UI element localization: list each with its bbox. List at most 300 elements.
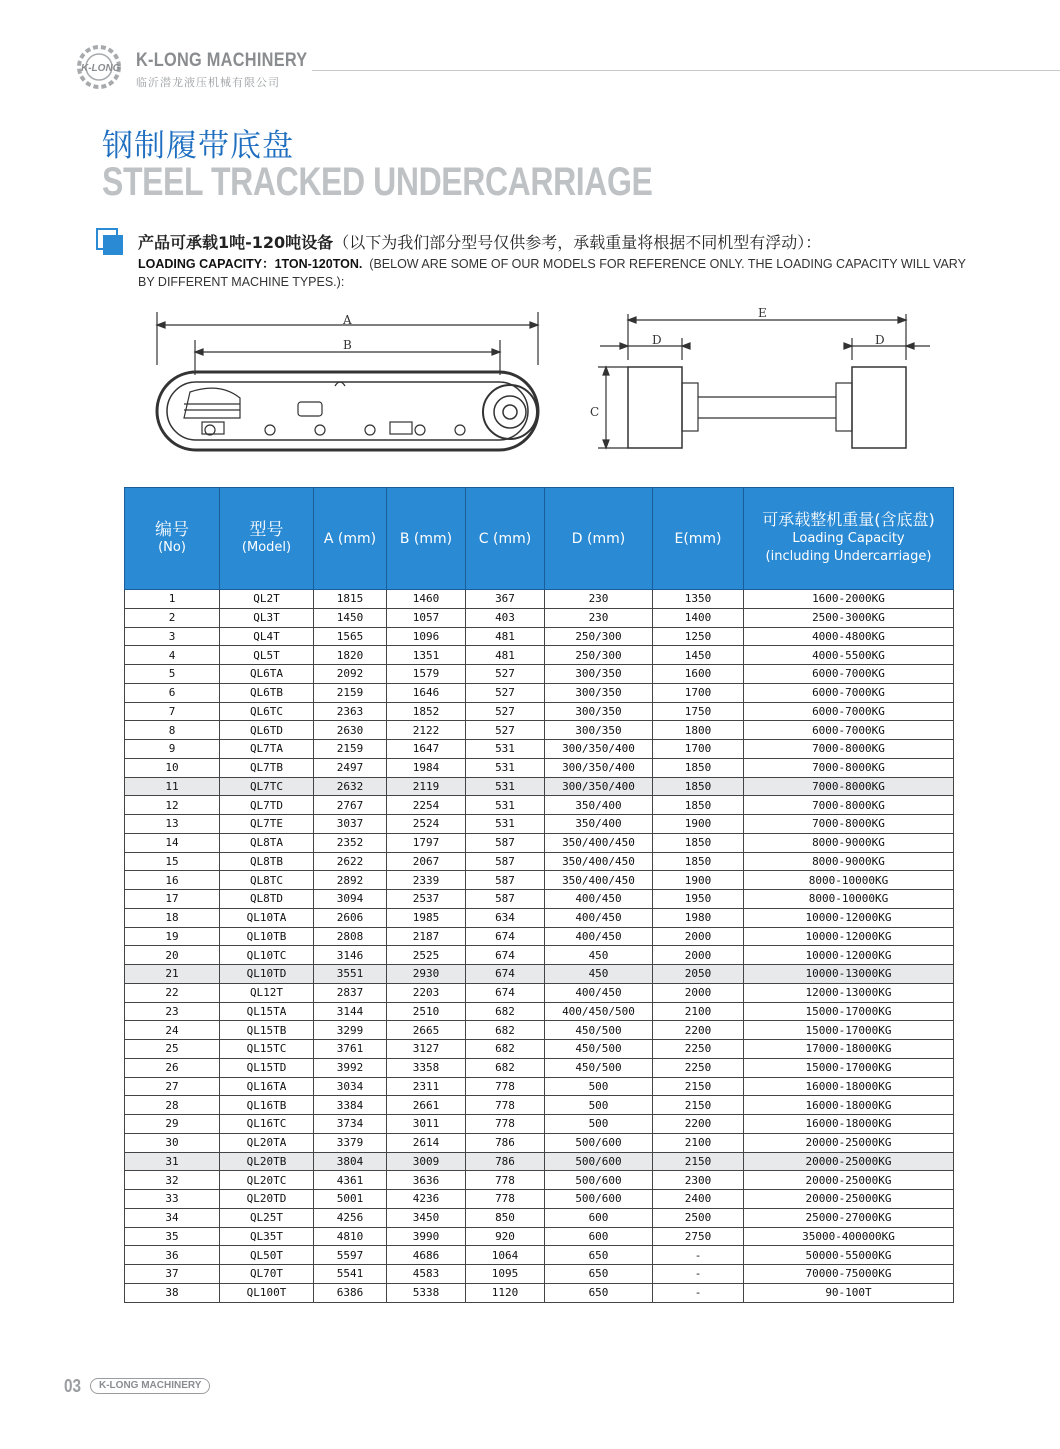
table-row [125, 1133, 954, 1152]
table-cell: 1565 [314, 627, 387, 646]
table-cell: QL7TA [220, 740, 314, 759]
brand-subtitle: 临沂潜龙液压机械有限公司 [136, 76, 280, 89]
table-cell: 20000-25000KG [744, 1133, 954, 1152]
table-cell: 2339 [387, 871, 466, 890]
table-cell: 230 [545, 608, 653, 627]
table-cell: 786 [466, 1133, 545, 1152]
table-row [125, 965, 954, 984]
table-cell: 27 [125, 1077, 220, 1096]
table-cell: 16000-18000KG [744, 1115, 954, 1134]
table-cell: 2400 [653, 1190, 744, 1209]
table-row [125, 721, 954, 740]
table-row [125, 590, 954, 609]
table-cell: QL8TB [220, 852, 314, 871]
table-cell: 3450 [387, 1208, 466, 1227]
table-row [125, 1152, 954, 1171]
table-cell: 10000-13000KG [744, 965, 954, 984]
table-cell: 2000 [653, 927, 744, 946]
table-cell: QL25T [220, 1208, 314, 1227]
label-e: E [758, 306, 767, 320]
table-cell: 778 [466, 1115, 545, 1134]
table-cell: QL6TA [220, 665, 314, 684]
table-cell: 10 [125, 758, 220, 777]
table-cell: 2311 [387, 1077, 466, 1096]
table-cell: 682 [466, 1058, 545, 1077]
table-cell: 3037 [314, 815, 387, 834]
capacity-cn-note: （以下为我们部分型号仅供参考，承载重量将根据不同机型有浮动）： [333, 233, 822, 252]
square-bullet-icon [96, 228, 124, 256]
table-row [125, 983, 954, 1002]
table-cell: 38 [125, 1283, 220, 1302]
table-cell: 23 [125, 1002, 220, 1021]
table-cell: 1900 [653, 871, 744, 890]
table-cell: 400/450 [545, 908, 653, 927]
table-cell: 300/350 [545, 683, 653, 702]
table-cell: 2092 [314, 665, 387, 684]
table-cell: 500/600 [545, 1190, 653, 1209]
table-row [125, 702, 954, 721]
table-row [125, 852, 954, 871]
table-cell: 587 [466, 852, 545, 871]
table-cell: 13 [125, 815, 220, 834]
table-cell: 500 [545, 1115, 653, 1134]
table-cell: 31 [125, 1152, 220, 1171]
table-cell: 2150 [653, 1096, 744, 1115]
table-cell: 15000-17000KG [744, 1058, 954, 1077]
table-cell: 2930 [387, 965, 466, 984]
table-cell: 3551 [314, 965, 387, 984]
logo-text: K-LONG [81, 63, 121, 74]
table-cell: 3761 [314, 1040, 387, 1059]
table-cell: QL6TB [220, 683, 314, 702]
table-cell: 70000-75000KG [744, 1265, 954, 1284]
table-cell: 20000-25000KG [744, 1171, 954, 1190]
header-e: E(mm) [653, 488, 744, 590]
table-row [125, 1227, 954, 1246]
table-cell: 2187 [387, 927, 466, 946]
table-cell: 7000-8000KG [744, 740, 954, 759]
table-row [125, 665, 954, 684]
table-cell: 17000-18000KG [744, 1040, 954, 1059]
table-cell: 11 [125, 777, 220, 796]
table-cell: QL10TB [220, 927, 314, 946]
table-cell: 4 [125, 646, 220, 665]
table-cell: QL5T [220, 646, 314, 665]
table-cell: 3990 [387, 1227, 466, 1246]
table-cell: 650 [545, 1283, 653, 1302]
table-cell: 1850 [653, 852, 744, 871]
table-cell: 32 [125, 1171, 220, 1190]
table-cell: 2500 [653, 1208, 744, 1227]
table-row [125, 946, 954, 965]
table-cell: 2254 [387, 796, 466, 815]
table-cell: 682 [466, 1021, 545, 1040]
table-cell: 8 [125, 721, 220, 740]
table-cell: 3299 [314, 1021, 387, 1040]
table-cell: 2250 [653, 1058, 744, 1077]
table-cell: 4000-4800KG [744, 627, 954, 646]
label-c: C [590, 405, 600, 419]
table-cell: 1120 [466, 1283, 545, 1302]
table-cell: 3636 [387, 1171, 466, 1190]
table-cell: 1900 [653, 815, 744, 834]
table-cell: 2510 [387, 1002, 466, 1021]
table-row [125, 1058, 954, 1077]
table-cell: 7000-8000KG [744, 815, 954, 834]
table-cell: 2892 [314, 871, 387, 890]
table-row [125, 1208, 954, 1227]
table-cell: 2159 [314, 683, 387, 702]
table-cell: 450/500 [545, 1021, 653, 1040]
table-cell: 450/500 [545, 1058, 653, 1077]
table-cell: 682 [466, 1040, 545, 1059]
table-cell: 4256 [314, 1208, 387, 1227]
table-cell: 5338 [387, 1283, 466, 1302]
table-cell: 10000-12000KG [744, 946, 954, 965]
table-cell: 1579 [387, 665, 466, 684]
table-cell: 587 [466, 833, 545, 852]
table-row [125, 1265, 954, 1284]
table-cell: - [653, 1246, 744, 1265]
table-cell: 481 [466, 646, 545, 665]
table-cell: 500 [545, 1077, 653, 1096]
table-cell: 1980 [653, 908, 744, 927]
table-cell: 2100 [653, 1133, 744, 1152]
table-cell: 1850 [653, 758, 744, 777]
table-cell: 2000 [653, 983, 744, 1002]
table-cell: 2767 [314, 796, 387, 815]
table-cell: 230 [545, 590, 653, 609]
table-cell: 786 [466, 1152, 545, 1171]
table-cell: 674 [466, 946, 545, 965]
table-cell: 19 [125, 927, 220, 946]
table-cell: 367 [466, 590, 545, 609]
table-cell: QL16TC [220, 1115, 314, 1134]
table-cell: 634 [466, 908, 545, 927]
table-row [125, 758, 954, 777]
table-cell: 3144 [314, 1002, 387, 1021]
table-row [125, 683, 954, 702]
table-cell: QL15TB [220, 1021, 314, 1040]
table-row [125, 1115, 954, 1134]
table-cell: 1057 [387, 608, 466, 627]
table-cell: 1985 [387, 908, 466, 927]
table-cell: 3034 [314, 1077, 387, 1096]
table-cell: QL7TB [220, 758, 314, 777]
gear-logo-icon [76, 44, 134, 90]
table-cell: 500/600 [545, 1133, 653, 1152]
table-row [125, 796, 954, 815]
table-cell: 1450 [653, 646, 744, 665]
table-cell: 6000-7000KG [744, 683, 954, 702]
table-row [125, 1002, 954, 1021]
table-cell: 5597 [314, 1246, 387, 1265]
table-cell: 15000-17000KG [744, 1021, 954, 1040]
table-cell: 450 [545, 946, 653, 965]
table-cell: QL20TD [220, 1190, 314, 1209]
table-cell: 500/600 [545, 1152, 653, 1171]
table-cell: 1 [125, 590, 220, 609]
capacity-en-bold: LOADING CAPACITY：1TON-120TON. [138, 257, 363, 271]
header-d: D (mm) [545, 488, 653, 590]
table-cell: 300/350/400 [545, 758, 653, 777]
table-cell: 2525 [387, 946, 466, 965]
table-cell: 26 [125, 1058, 220, 1077]
table-cell: 10000-12000KG [744, 908, 954, 927]
table-cell: 1850 [653, 833, 744, 852]
label-d-right: D [875, 333, 885, 347]
table-cell: 3011 [387, 1115, 466, 1134]
table-cell: 527 [466, 683, 545, 702]
table-cell: 15 [125, 852, 220, 871]
table-cell: 30 [125, 1133, 220, 1152]
table-cell: 6 [125, 683, 220, 702]
table-cell: 400/450 [545, 927, 653, 946]
table-cell: - [653, 1265, 744, 1284]
table-cell: 4000-5500KG [744, 646, 954, 665]
table-cell: 450/500 [545, 1040, 653, 1059]
table-cell: 2606 [314, 908, 387, 927]
table-cell: 587 [466, 890, 545, 909]
table-cell: 12000-13000KG [744, 983, 954, 1002]
table-cell: QL70T [220, 1265, 314, 1284]
table-cell: 2200 [653, 1115, 744, 1134]
table-cell: 5541 [314, 1265, 387, 1284]
table-cell: 1797 [387, 833, 466, 852]
table-cell: 1064 [466, 1246, 545, 1265]
table-cell: 2837 [314, 983, 387, 1002]
page-number: 03 [64, 1376, 82, 1396]
table-cell: 6000-7000KG [744, 702, 954, 721]
table-cell: 527 [466, 702, 545, 721]
table-row [125, 608, 954, 627]
table-row [125, 1283, 954, 1302]
label-b: B [343, 338, 352, 352]
table-cell: 2614 [387, 1133, 466, 1152]
table-cell: QL7TD [220, 796, 314, 815]
table-row [125, 1246, 954, 1265]
table-cell: 1700 [653, 683, 744, 702]
table-cell: QL8TC [220, 871, 314, 890]
header-b: B (mm) [387, 488, 466, 590]
table-cell: 4583 [387, 1265, 466, 1284]
table-row [125, 908, 954, 927]
table-cell: 1095 [466, 1265, 545, 1284]
table-cell: 600 [545, 1208, 653, 1227]
table-cell: QL10TA [220, 908, 314, 927]
table-cell: 2500-3000KG [744, 608, 954, 627]
table-cell: 674 [466, 983, 545, 1002]
table-cell: 674 [466, 927, 545, 946]
table-cell: 1250 [653, 627, 744, 646]
table-cell: 250/300 [545, 627, 653, 646]
table-cell: 7000-8000KG [744, 777, 954, 796]
table-cell: 6386 [314, 1283, 387, 1302]
table-cell: 6000-7000KG [744, 665, 954, 684]
table-cell: 2159 [314, 740, 387, 759]
table-cell: 1815 [314, 590, 387, 609]
table-cell: 21 [125, 965, 220, 984]
table-cell: 6000-7000KG [744, 721, 954, 740]
table-cell: QL15TA [220, 1002, 314, 1021]
table-cell: QL7TC [220, 777, 314, 796]
table-header-row [125, 488, 954, 590]
table-cell: 5 [125, 665, 220, 684]
table-row [125, 1077, 954, 1096]
table-cell: 2665 [387, 1021, 466, 1040]
header-c: C (mm) [466, 488, 545, 590]
table-cell: 25000-27000KG [744, 1208, 954, 1227]
table-cell: QL10TD [220, 965, 314, 984]
table-cell: 16000-18000KG [744, 1096, 954, 1115]
table-body [125, 590, 954, 1303]
table-cell: 1646 [387, 683, 466, 702]
table-cell: 12 [125, 796, 220, 815]
table-cell: 2630 [314, 721, 387, 740]
table-cell: QL2T [220, 590, 314, 609]
table-cell: 1351 [387, 646, 466, 665]
table-cell: 8000-10000KG [744, 890, 954, 909]
table-cell: 14 [125, 833, 220, 852]
capacity-cn [138, 230, 821, 253]
table-cell: 35 [125, 1227, 220, 1246]
table-cell: 2497 [314, 758, 387, 777]
table-cell: 1750 [653, 702, 744, 721]
table-cell: 1852 [387, 702, 466, 721]
table-cell: QL3T [220, 608, 314, 627]
table-cell: QL50T [220, 1246, 314, 1265]
header-divider [312, 70, 1060, 71]
table-row [125, 871, 954, 890]
table-cell: 2622 [314, 852, 387, 871]
table-cell: 400/450/500 [545, 1002, 653, 1021]
capacity-cn-bold: 产品可承载1吨-120吨设备 [138, 233, 334, 252]
table-cell: 3804 [314, 1152, 387, 1171]
table-cell: 481 [466, 627, 545, 646]
table-cell: 2150 [653, 1152, 744, 1171]
undercarriage-diagram [140, 300, 940, 460]
table-cell: QL7TE [220, 815, 314, 834]
table-cell: 531 [466, 777, 545, 796]
table-cell: 1700 [653, 740, 744, 759]
table-cell: 531 [466, 796, 545, 815]
table-cell: 778 [466, 1190, 545, 1209]
table-cell: 650 [545, 1265, 653, 1284]
table-cell: 1850 [653, 777, 744, 796]
table-cell: 7000-8000KG [744, 758, 954, 777]
table-cell: 778 [466, 1096, 545, 1115]
table-cell: 20000-25000KG [744, 1152, 954, 1171]
table-cell: 300/350 [545, 702, 653, 721]
table-cell: 22 [125, 983, 220, 1002]
header-loading: 可承载整机重量(含底盘) Loading Capacity (including Undercarriage) [744, 488, 954, 590]
table-cell: 1400 [653, 608, 744, 627]
table-cell: 1600-2000KG [744, 590, 954, 609]
table-cell: 2200 [653, 1021, 744, 1040]
table-cell: 1460 [387, 590, 466, 609]
table-row [125, 627, 954, 646]
brand-name: K-LONG MACHINERY [136, 50, 308, 71]
table-cell: 350/400/450 [545, 833, 653, 852]
table-cell: 90-100T [744, 1283, 954, 1302]
table-cell: 531 [466, 815, 545, 834]
table-cell: QL16TA [220, 1077, 314, 1096]
table-cell: QL20TC [220, 1171, 314, 1190]
table-cell: 5001 [314, 1190, 387, 1209]
table-cell: 2000 [653, 946, 744, 965]
table-cell: 8000-9000KG [744, 852, 954, 871]
table-cell: 3379 [314, 1133, 387, 1152]
table-cell: 29 [125, 1115, 220, 1134]
table-cell: 4810 [314, 1227, 387, 1246]
table-cell: 3992 [314, 1058, 387, 1077]
table-cell: 2250 [653, 1040, 744, 1059]
table-cell: 20000-25000KG [744, 1190, 954, 1209]
header-no: 编号 (No) [125, 488, 220, 590]
table-row [125, 777, 954, 796]
label-d-left: D [652, 333, 662, 347]
side-view [157, 312, 538, 450]
spec-table [124, 487, 954, 1303]
table-cell: 2 [125, 608, 220, 627]
table-row [125, 833, 954, 852]
table-cell: 2750 [653, 1227, 744, 1246]
table-row [125, 1021, 954, 1040]
table-cell: 2363 [314, 702, 387, 721]
table-cell: 587 [466, 871, 545, 890]
table-cell: 1820 [314, 646, 387, 665]
table-cell: 4686 [387, 1246, 466, 1265]
table-cell: QL6TD [220, 721, 314, 740]
table-cell: 4236 [387, 1190, 466, 1209]
table-cell: 16000-18000KG [744, 1077, 954, 1096]
table-cell: 2537 [387, 890, 466, 909]
table-cell: QL20TA [220, 1133, 314, 1152]
table-cell: 28 [125, 1096, 220, 1115]
table-cell: 3094 [314, 890, 387, 909]
table-cell: 1850 [653, 796, 744, 815]
capacity-en [138, 255, 968, 291]
table-row [125, 740, 954, 759]
table-cell: 1600 [653, 665, 744, 684]
table-cell: 2632 [314, 777, 387, 796]
table-cell: 300/350 [545, 721, 653, 740]
table-cell: QL12T [220, 983, 314, 1002]
table-cell: 850 [466, 1208, 545, 1227]
table-cell: 600 [545, 1227, 653, 1246]
table-cell: 2100 [653, 1002, 744, 1021]
table-row [125, 1190, 954, 1209]
table-cell: QL35T [220, 1227, 314, 1246]
table-cell: 3384 [314, 1096, 387, 1115]
table-row [125, 1096, 954, 1115]
table-row [125, 646, 954, 665]
table-cell: 527 [466, 721, 545, 740]
table-cell: 2119 [387, 777, 466, 796]
table-cell: 20 [125, 946, 220, 965]
table-cell: 3127 [387, 1040, 466, 1059]
table-cell: 450 [545, 965, 653, 984]
table-cell: 2067 [387, 852, 466, 871]
table-cell: 37 [125, 1265, 220, 1284]
table-cell: 2661 [387, 1096, 466, 1115]
table-cell: QL16TB [220, 1096, 314, 1115]
table-cell: 3009 [387, 1152, 466, 1171]
table-cell: 1950 [653, 890, 744, 909]
table-cell: 403 [466, 608, 545, 627]
table-cell: 15000-17000KG [744, 1002, 954, 1021]
table-cell: QL4T [220, 627, 314, 646]
